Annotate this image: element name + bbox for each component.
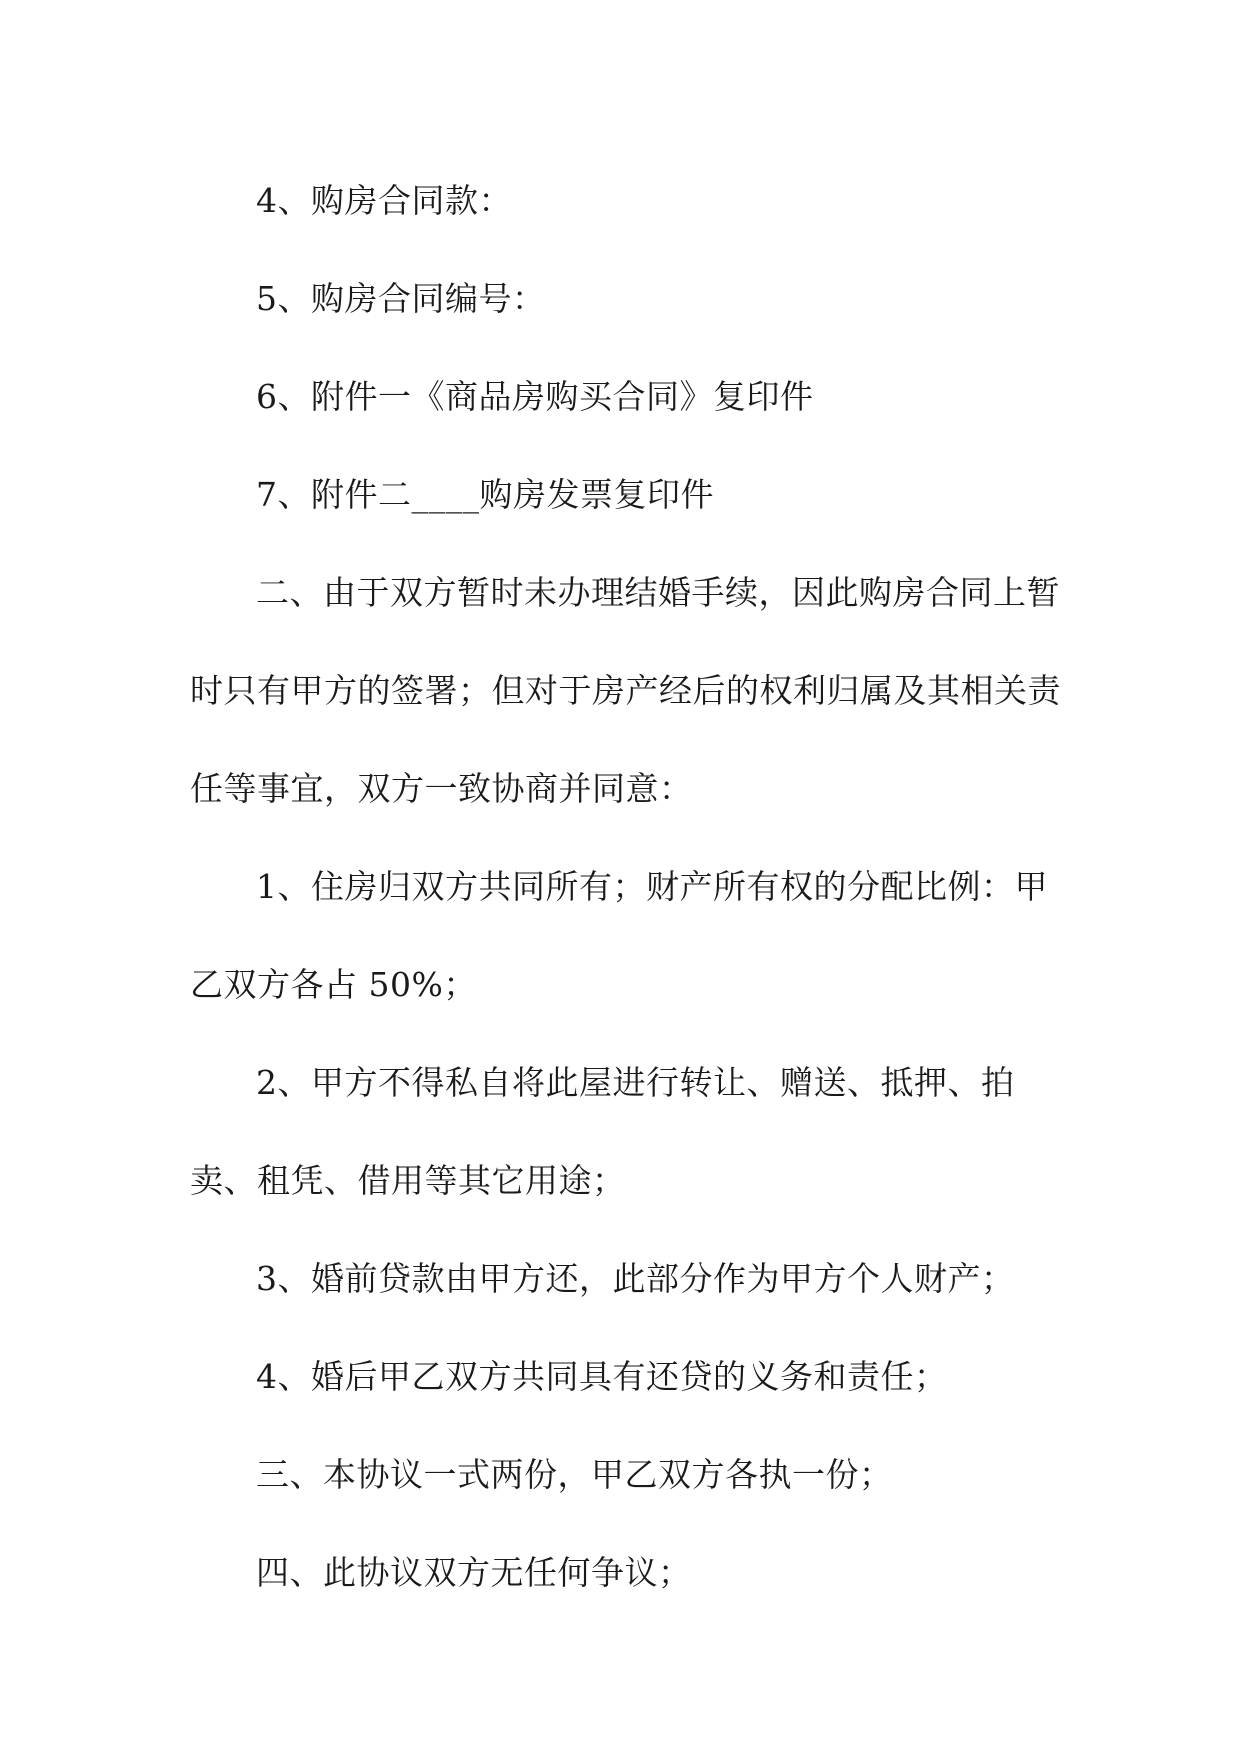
clause-ownership-ratio: 1、住房归双方共同所有；财产所有权的分配比例：甲乙双方各占 50%； <box>190 867 1048 1004</box>
item-contract-number: 5、购房合同编号： <box>256 279 546 318</box>
item-attachment-one: 6、附件一《商品房购买合同》复印件 <box>256 377 814 416</box>
document-body <box>190 152 1070 1622</box>
section-two-paragraph: 二、由于双方暂时未办理结婚手续，因此购房合同上暂时只有甲方的签署；但对于房产经后的权利归属及其相关责任等事宜，双方一致协商并同意： <box>190 573 1061 808</box>
item-contract-amount: 4、购房合同款： <box>256 181 512 220</box>
clause-postmarital-loan: 4、婚后甲乙双方共同具有还贷的义务和责任； <box>256 1357 948 1396</box>
clause-premarital-loan: 3、婚前贷款由甲方还，此部分作为甲方个人财产； <box>256 1259 1015 1298</box>
section-four-paragraph: 四、此协议双方无任何争议； <box>256 1553 692 1592</box>
section-three-paragraph: 三、本协议一式两份，甲乙双方各执一份； <box>256 1455 893 1494</box>
item-attachment-two: 7、附件二____购房发票复印件 <box>256 475 714 514</box>
clause-no-transfer: 2、甲方不得私自将此屋进行转让、赠送、抵押、拍卖、租凭、借用等其它用途； <box>190 1063 1015 1200</box>
